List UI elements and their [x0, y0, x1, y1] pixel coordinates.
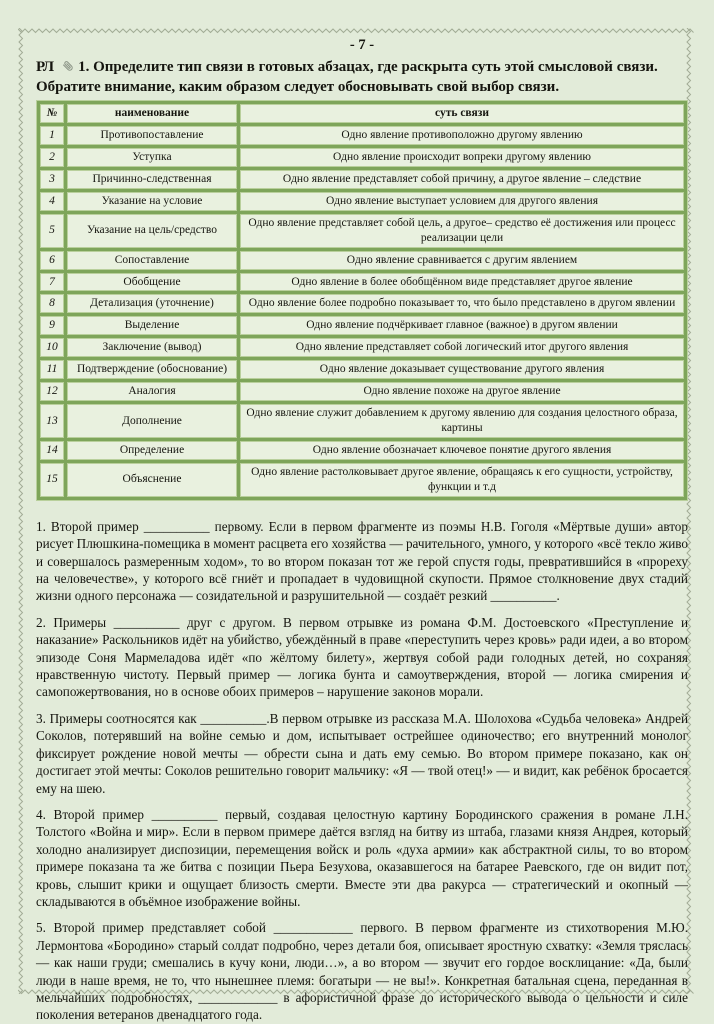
row-number-cell: 9 [40, 316, 64, 335]
row-number-cell: 15 [40, 463, 64, 497]
row-essence-cell: Одно явление сравнивается с другим явлением [240, 251, 684, 270]
row-essence-cell: Одно явление представляет собой цель, а другое– средство её достижения или процесс реализации цели [240, 214, 684, 248]
row-name-cell: Уступка [67, 148, 237, 167]
table-row [40, 463, 684, 497]
row-number-cell: 10 [40, 338, 64, 357]
table-row [40, 338, 684, 357]
table-row [40, 170, 684, 189]
row-name-cell: Аналогия [67, 382, 237, 401]
task-header [36, 58, 688, 97]
row-name-cell: Противопоставление [67, 126, 237, 145]
row-essence-cell: Одно явление более подробно показывает то, что было представлено в другом явлении [240, 294, 684, 313]
row-name-cell: Указание на условие [67, 192, 237, 211]
table-row [40, 251, 684, 270]
row-name-cell: Объяснение [67, 463, 237, 497]
row-essence-cell: Одно явление доказывает существование другого явления [240, 360, 684, 379]
row-essence-cell: Одно явление служит добавлением к другому явлению для создания целостного образа, картины [240, 404, 684, 438]
row-number-cell: 14 [40, 441, 64, 460]
exercise-paragraphs [36, 518, 688, 1024]
page-number: - 7 - [349, 37, 375, 53]
paperclip-icon [54, 58, 78, 78]
row-number-cell: 3 [40, 170, 64, 189]
table-row [40, 273, 684, 292]
row-name-cell: Сопоставление [67, 251, 237, 270]
table-row [40, 214, 684, 248]
table-row [40, 441, 684, 460]
table-row [40, 294, 684, 313]
zigzag-border-left [18, 28, 25, 994]
connection-types-table [36, 100, 688, 501]
row-name-cell: Подтверждение (обоснование) [67, 360, 237, 379]
task-code: РЛ [36, 59, 55, 75]
paragraph-4: 4. Второй пример __________ первый, создавая целостную картину Бородинского сражения в романе Л.Н. Толстого «Война и мир». Если в первом примере даётся взгляд на битву из штаба, глазами князя Андрея, который холодно анализирует диспозиции, перемещения войск и роль «духа армии» как абстрактной силы, то во втором примере показана та же битва с позиции Пьера Безухова, оказавшегося на батарее Раевского, где он видит пот, кровь, слышит крики и ощущает близость смерти. Вместе эти два ракурса — стратегический и окопный — складываются в объёмное изображение войны. [36, 806, 688, 909]
row-number-cell: 11 [40, 360, 64, 379]
zigzag-border-top [18, 28, 694, 35]
row-number-cell: 5 [40, 214, 64, 248]
row-number-cell: 2 [40, 148, 64, 167]
row-essence-cell: Одно явление происходит вопреки другому явлению [240, 148, 684, 167]
table-header-row [40, 104, 684, 123]
table-row [40, 126, 684, 145]
row-name-cell: Причинно-следственная [67, 170, 237, 189]
row-essence-cell: Одно явление растолковывает другое явление, обращаясь к его сущности, устройству, функции и т.д [240, 463, 684, 497]
row-name-cell: Обобщение [67, 273, 237, 292]
table-row [40, 404, 684, 438]
row-essence-cell: Одно явление противоположно другому явлению [240, 126, 684, 145]
row-name-cell: Детализация (уточнение) [67, 294, 237, 313]
row-essence-cell: Одно явление представляет собой причину, а другое явление – следствие [240, 170, 684, 189]
table-row [40, 382, 684, 401]
row-essence-cell: Одно явление в более обобщённом виде представляет другое явление [240, 273, 684, 292]
task-title-line1: 1. Определите тип связи в готовых абзацах, где раскрыта суть этой смысловой связи. [78, 59, 658, 75]
row-essence-cell: Одно явление обозначает ключевое понятие другого явления [240, 441, 684, 460]
row-essence-cell: Одно явление выступает условием для другого явления [240, 192, 684, 211]
paragraph-2: 2. Примеры __________ друг с другом. В первом отрывке из романа Ф.М. Достоевского «Преступление и наказание» Раскольников идёт на убийство, убеждённый в праве «переступить через кровь» ради идеи, а во втором эпизоде Соня Мармеладова идёт «по жёлтому билету», жертвуя собой ради голодных детей, но сохраняя нравственную чистоту. Первый пример — логика бунта и самоутверждения, второй — логика смирения и самопожертвования, но в основе обоих примеров – нарушение законов морали. [36, 614, 688, 700]
row-name-cell: Определение [67, 441, 237, 460]
paragraph-1: 1. Второй пример __________ первому. Если в первом фрагменте из поэмы Н.В. Гоголя «Мёртвые души» автор рисует Плюшкина-помещика в момент расцвета его хозяйства — рачительного, умного, у которого «всё текло живо и совершалось размеренным ходом», то во втором показан тот же герой спустя годы, превратившийся в «прореху на человечестве», у которого всё гниёт и пропадает в чудовищной скупости. Прямое столкновение двух стадий жизни одного персонажа — созидательной и разрушительной — создаёт резкий __________. [36, 518, 688, 604]
row-number-cell: 13 [40, 404, 64, 438]
table-row [40, 360, 684, 379]
row-number-cell: 6 [40, 251, 64, 270]
task-title-line2: Обратите внимание, каким образом следует обосновывать свой выбор связи. [36, 78, 560, 95]
row-name-cell: Выделение [67, 316, 237, 335]
paragraph-5: 5. Второй пример представляет собой ____________ первого. В первом фрагменте из стихотворения М.Ю. Лермонтова «Бородино» старый солдат подробно, через детали боя, описывает яростную схватку: «Земля тряслась — как наши груди; смешались в кучу кони, люди…», а во втором — звучит его гордое восклицание: «Да, были люди в наше время, не то, что нынешнее племя: богатыри — не вы!». Конкретная батальная сцена, переданная в мельчайших подробностях, ____________ в афористичной фразе до исторического вывода о цельности и силе поколения ветеранов двенадцатого года. [36, 920, 688, 1023]
row-essence-cell: Одно явление представляет собой логический итог другого явления [240, 338, 684, 357]
row-number-cell: 7 [40, 273, 64, 292]
paragraph-3: 3. Примеры соотносятся как __________.В первом отрывке из рассказа М.А. Шолохова «Судьба человека» Андрей Соколов, потерявший на войне семью и дом, испытывает острейшее одиночество; его внутренний монолог фиксирует рождение новой мечты — обрести сына и дать ему семью. Во втором примере показано, как он достигает этой мечты: Соколов решительно говорит мальчику: «Я — твой отец!» — и видит, как ребёнок бросается ему на шею. [36, 710, 688, 796]
row-number-cell: 8 [40, 294, 64, 313]
row-name-cell: Дополнение [67, 404, 237, 438]
row-essence-cell: Одно явление подчёркивает главное (важное) в другом явлении [240, 316, 684, 335]
table-row [40, 148, 684, 167]
table-header-name: наименование [67, 104, 237, 123]
row-name-cell: Указание на цель/средство [67, 214, 237, 248]
table-header-number: № [40, 104, 64, 123]
row-name-cell: Заключение (вывод) [67, 338, 237, 357]
table-row [40, 192, 684, 211]
row-number-cell: 12 [40, 382, 64, 401]
page-content [36, 37, 688, 1024]
table-header-essence: суть связи [240, 104, 684, 123]
table-row [40, 316, 684, 335]
row-essence-cell: Одно явление похоже на другое явление [240, 382, 684, 401]
row-number-cell: 4 [40, 192, 64, 211]
row-number-cell: 1 [40, 126, 64, 145]
